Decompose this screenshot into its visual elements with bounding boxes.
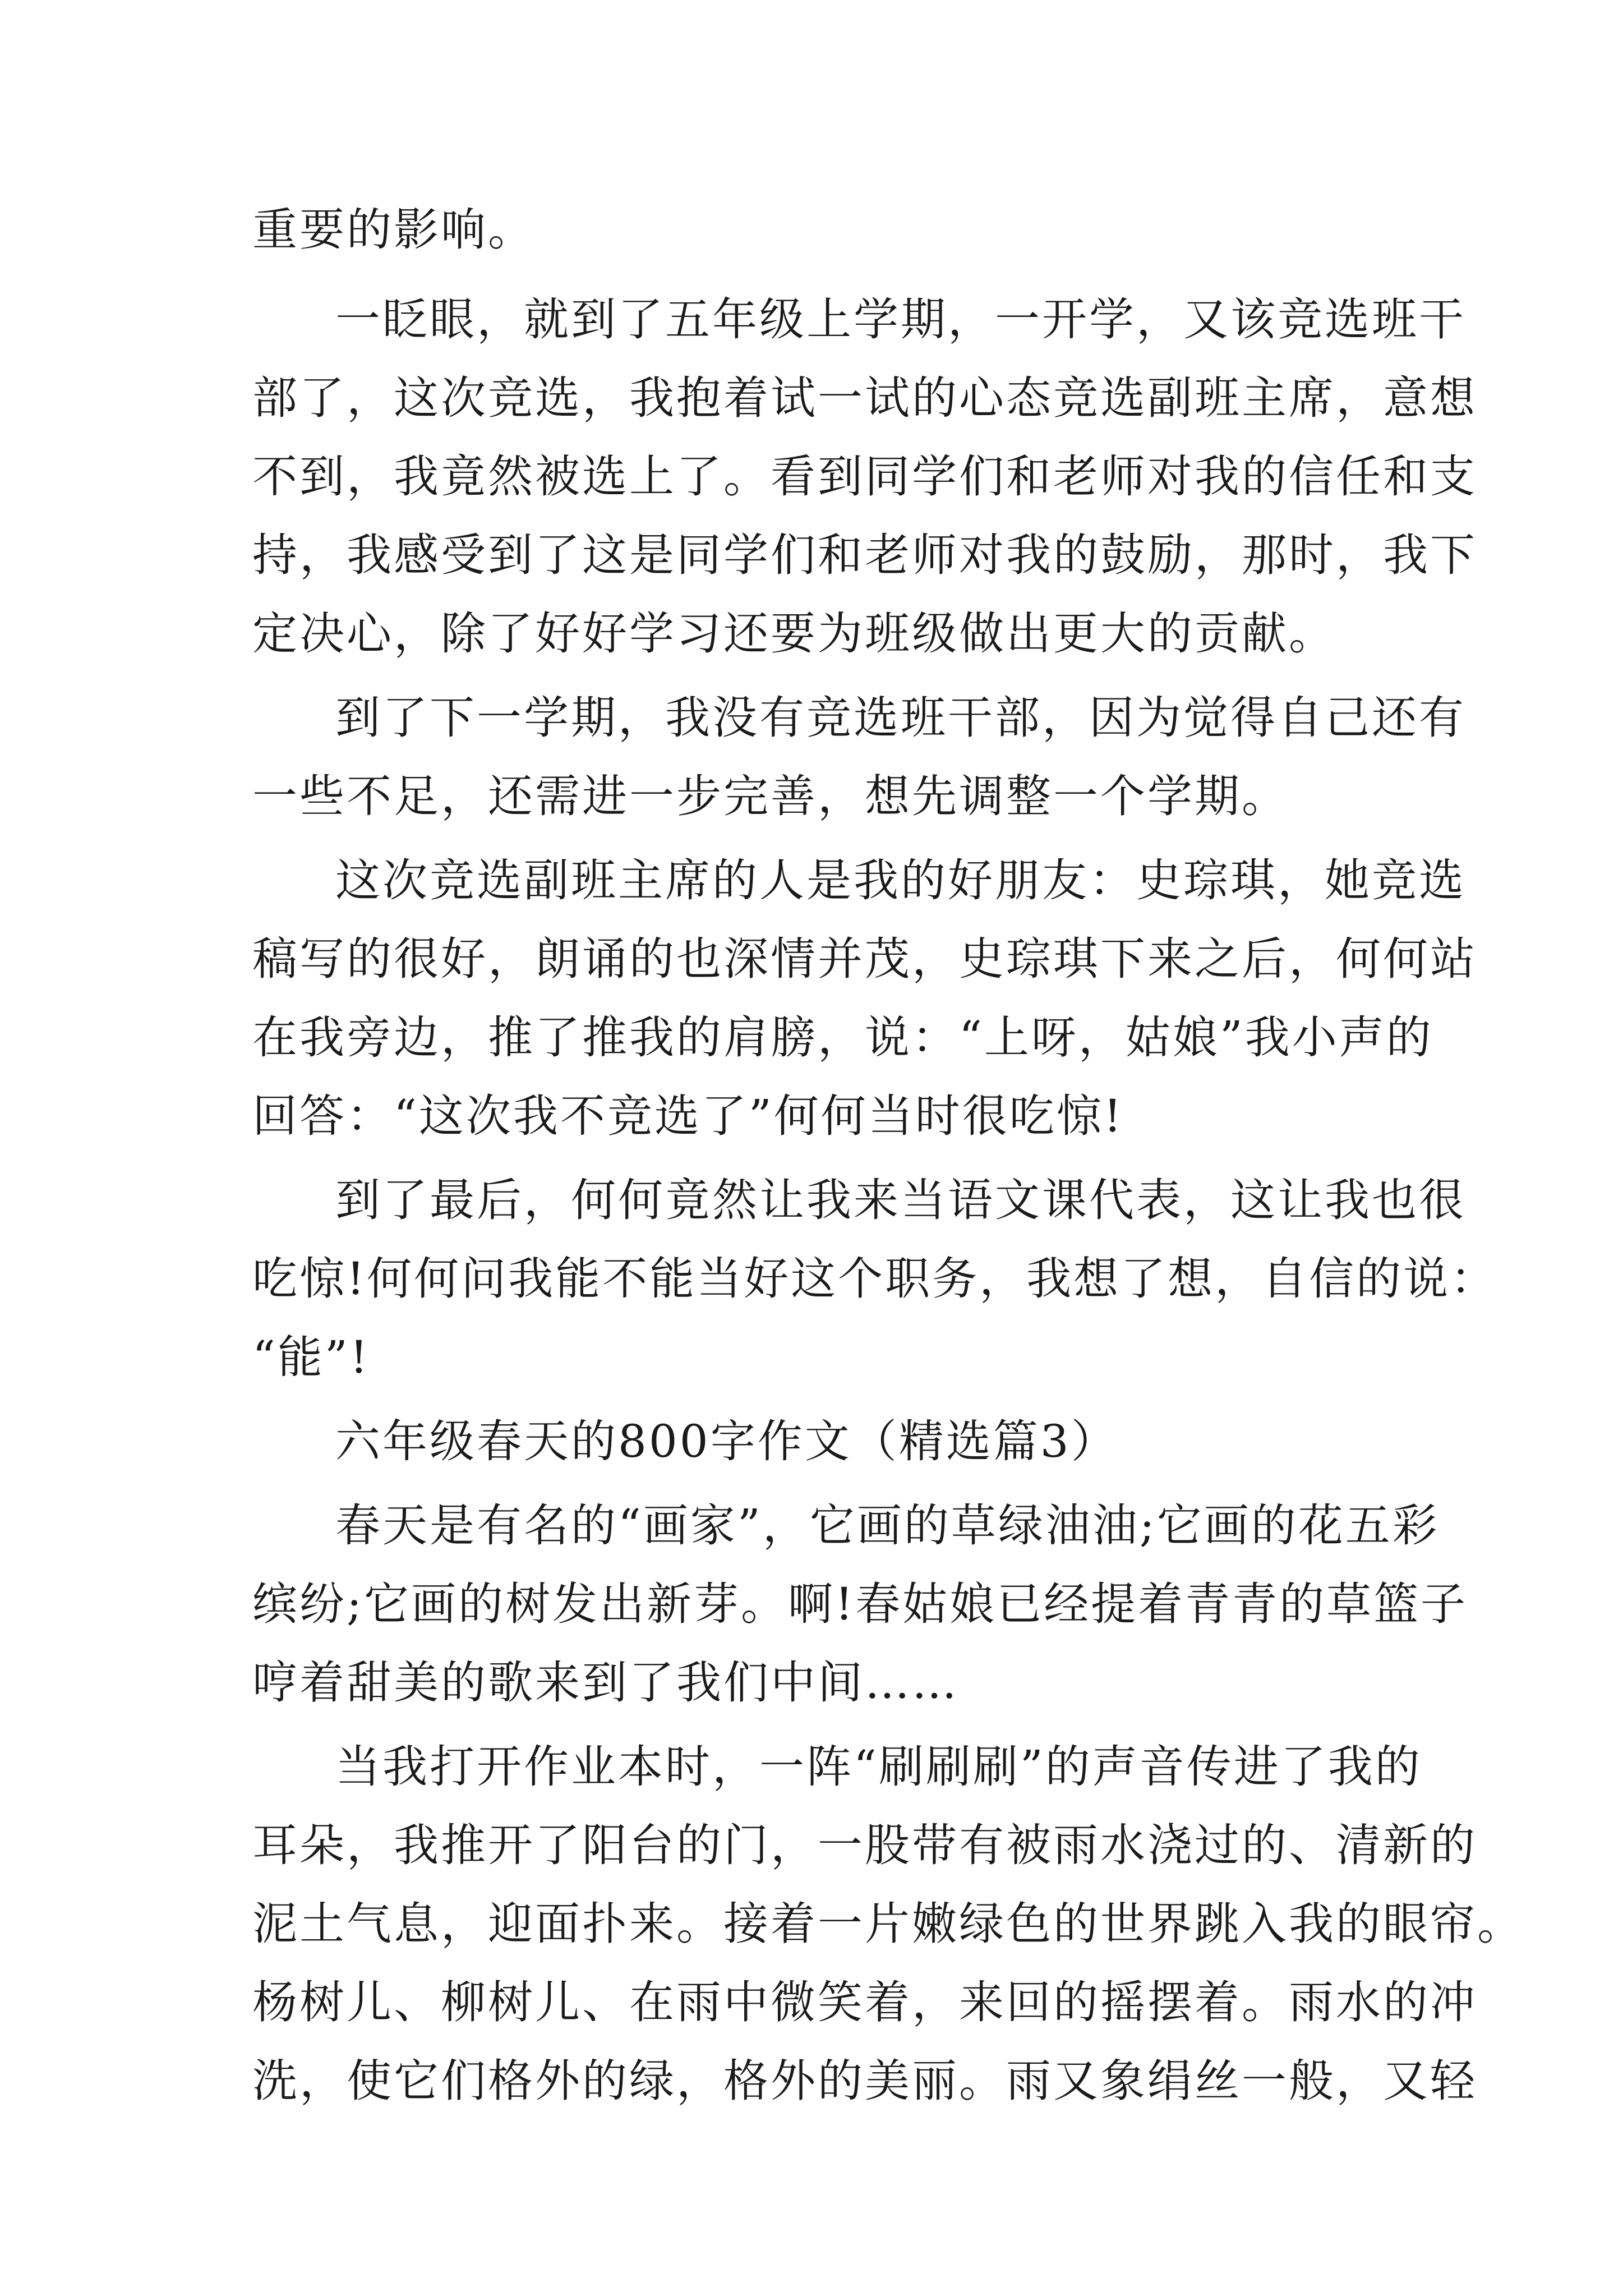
text-line: 泥土气息，迎面扑来。接着一片嫩绿色的世界跳入我的眼帘。 — [252, 1898, 1524, 1950]
text-line: 部了，这次竞选，我抱着试一试的心态竞选副班主席，意想 — [252, 372, 1477, 424]
text-line: 一些不足，还需进一步完善，想先调整一个学期。 — [252, 770, 1289, 822]
paragraph-first-line: 当我打开作业本时，一阵“刷刷刷”的声音传进了我的 — [335, 1741, 1422, 1793]
text-line: “能”! — [252, 1331, 370, 1383]
paragraph-first-line: 这次竞选副班主席的人是我的好朋友：史琮琪，她竞选 — [335, 854, 1466, 907]
paragraph-first-line: 一眨眼，就到了五年级上学期，一开学，又该竞选班干 — [335, 293, 1466, 346]
text-line: 不到，我竟然被选上了。看到同学们和老师对我的信任和支 — [252, 450, 1477, 503]
section-heading: 六年级春天的800字作文（精选篇3） — [335, 1415, 1118, 1467]
paragraph-first-line: 到了下一学期，我没有竞选班干部，因为觉得自己还有 — [335, 692, 1466, 744]
text-line: 耳朵，我推开了阳台的门，一股带有被雨水浇过的、清新的 — [252, 1819, 1477, 1871]
text-line: 杨树儿、柳树儿、在雨中微笑着，来回的摇摆着。雨水的冲 — [252, 1976, 1477, 2028]
paragraph-first-line: 到了最后，何何竟然让我来当语文课代表，这让我也很 — [335, 1174, 1466, 1226]
text-line: 回答：“这次我不竞选了”何何当时很吃惊! — [252, 1090, 1124, 1142]
text-line: 稿写的很好，朗诵的也深情并茂，史琮琪下来之后，何何站 — [252, 933, 1477, 985]
paragraph-first-line: 春天是有名的“画家”，它画的草绿油油;它画的花五彩 — [335, 1499, 1440, 1552]
text-line: 持，我感受到了这是同学们和老师对我的鼓励，那时，我下 — [252, 529, 1477, 581]
text-line: 重要的影响。 — [252, 204, 535, 256]
text-line: 在我旁边，推了推我的肩膀，说：“上呀，姑娘”我小声的 — [252, 1011, 1433, 1064]
text-line: 定决心，除了好好学习还要为班级做出更大的贡献。 — [252, 608, 1336, 660]
text-line: 哼着甜美的歌来到了我们中间…… — [252, 1657, 959, 1709]
text-line: 吃惊!何何问我能不能当好这个职务，我想了想，自信的说： — [252, 1253, 1498, 1305]
text-line: 缤纷;它画的树发出新芽。啊!春姑娘已经提着青青的草篮子 — [252, 1578, 1468, 1630]
text-line: 洗，使它们格外的绿，格外的美丽。雨又象绢丝一般，又轻 — [252, 2055, 1477, 2107]
